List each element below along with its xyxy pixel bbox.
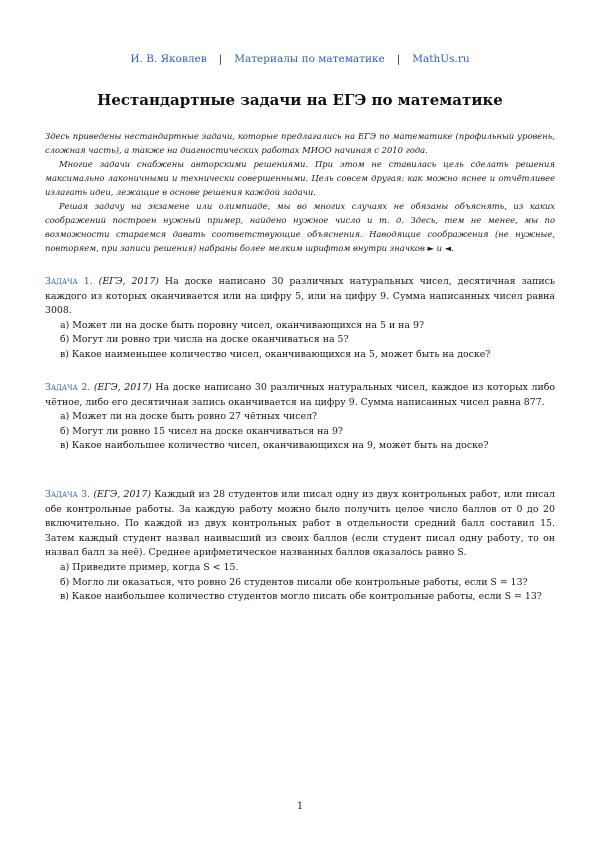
problem-item: а) Может ли на доске быть поровну чисел, оканчивающихся на 5 и на 9? [60,319,424,331]
page-title: Нестандартные задачи на ЕГЭ по математике [97,91,503,109]
header [45,53,555,65]
problem-label: Задача 1. [45,276,93,287]
problem-text: На доске написано 30 различных натуральных чисел, каждое из которых либо чётное, либо его десятичная запись оканчивается на цифру 9. Сумма написанных чисел равна 877. [45,382,555,408]
problem-item: в) Какое наибольшее количество студентов могло писать обе контрольные работы, если S = 13? [60,591,542,603]
header-separator: | [218,53,223,65]
page-number: 1 [296,801,304,812]
problem-source: (ЕГЭ, 2017) [93,382,152,393]
header-separator: | [396,53,401,65]
problem-item: б) Могут ли ровно три числа на доске оканчиваться на 5? [60,334,349,346]
intro-paragraph: Здесь приведены нестандартные задачи, которые предлагались на ЕГЭ по математике (профильный уровень, сложная часть), а также на диагностических работах МИОО начиная с 2010 года. [45,131,555,155]
problem-label: Задача 2. [45,382,91,393]
problem-item: б) Могут ли ровно 15 чисел на доске оканчиваться на 9? [60,425,343,437]
problem-source: (ЕГЭ, 2017) [98,276,159,287]
problem-item: в) Какое наименьшее количество чисел, оканчивающихся на 5, может быть на доске? [60,348,491,360]
problem-source: (ЕГЭ, 2017) [93,489,152,500]
intro-paragraph: Многие задачи снабжены авторскими решениями. При этом не ставилась цель сделать решения максимально лаконичными и технически совершенными. Цель совсем другая: как можно яснее и отчётливее излагать идеи, лежащие в основе решения каждой задачи. [45,159,555,197]
problem-item: а) Может ли на доске быть ровно 27 чётных чисел? [60,411,318,423]
intro-paragraph: Решая задачу на экзамене или олимпиаде, мы во многих случаях не обязаны объяснять, из каких соображений построен нужный пример, найдено нужное число и т. д. Здесь, тем не менее, мы по возможности стараемся давать соответствующие объяснения. Наводящие соображения (не нужные, повторяем, при записи решения) набраны более мелким шрифтом внутри значков ► и ◄. [45,201,555,253]
page [45,0,555,842]
problem-item: а) Приведите пример, когда S < 15. [60,561,239,573]
problem-text: На доске написано 30 различных натуральных чисел, десятичная запись каждого из которых оканчивается или на цифру 5, или на цифру 9. Сумма написанных чисел равна 3008. [45,276,556,317]
intro [45,129,555,255]
problem-label: Задача 3. [45,489,91,500]
problem-item: б) Могло ли оказаться, что ровно 26 студентов писали обе контрольные работы, если S = 13? [60,576,528,588]
problem-text: Каждый из 28 студентов или писал одну из двух контрольных работ, или писал обе контрольные работы. За каждую работу можно было получить целое число баллов от 0 до 20 включительно. По каждой из двух контрольных работ в отдельности средний балл составил 15. Затем каждый студент назвал наивысший из своих баллов (если студент писал одну работу, то он назвал балл за неё). Среднее арифметическое названных баллов оказалось равно S. [45,489,556,559]
header-site[interactable]: MathUs.ru [412,53,470,65]
problem-statement [45,488,555,561]
problem-2 [45,381,555,454]
problem-statement [45,381,555,410]
header-author[interactable]: И. В. Яковлев [130,53,207,65]
problem-3 [45,488,555,605]
problem-1 [45,275,555,363]
header-section[interactable]: Материалы по математике [234,53,385,65]
problem-item: в) Какое наибольшее количество чисел, оканчивающихся на 9, может быть на доске? [60,440,489,452]
problem-statement [45,275,555,319]
